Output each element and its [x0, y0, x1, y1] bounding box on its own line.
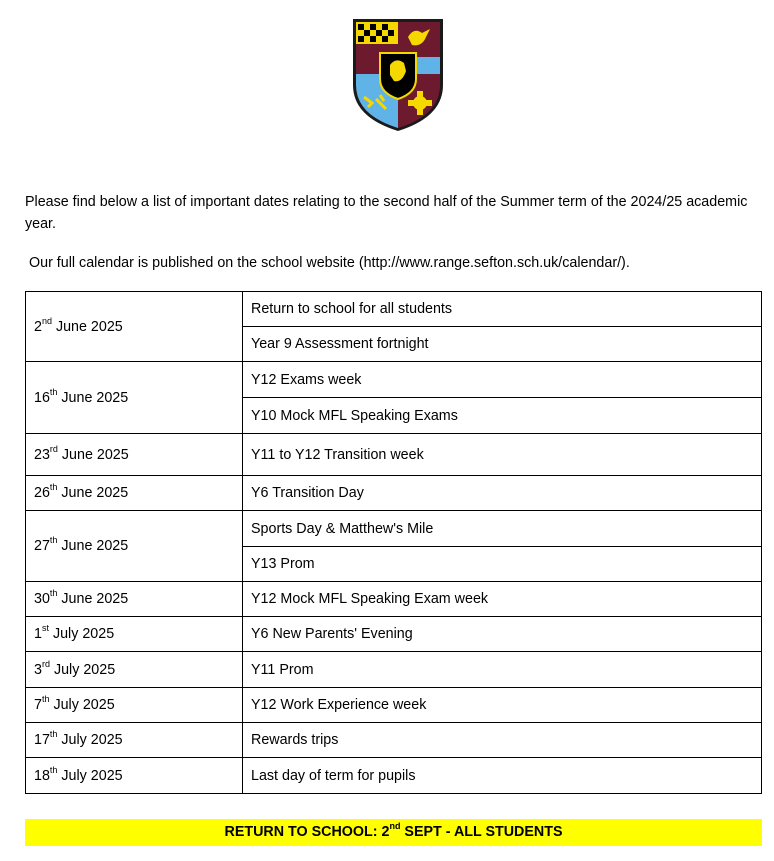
- table-row: [26, 582, 762, 617]
- table-row: [26, 476, 762, 511]
- banner-ordinal-suffix: nd: [389, 821, 401, 832]
- ordinal-suffix: th: [49, 764, 58, 775]
- banner-prefix: RETURN TO SCHOOL: 2: [224, 824, 390, 840]
- event-cell: Y12 Work Experience week: [243, 688, 762, 723]
- table-row: [26, 723, 762, 758]
- table-row: [26, 617, 762, 652]
- date-cell: [26, 582, 243, 617]
- month-year: June 2025: [57, 446, 129, 463]
- table-row: [26, 688, 762, 723]
- date-cell: [26, 476, 243, 511]
- day-number: 7: [34, 697, 42, 713]
- date-cell: [26, 511, 243, 582]
- date-cell: [26, 758, 243, 794]
- ordinal-suffix: th: [49, 729, 58, 740]
- dates-table: [25, 291, 762, 794]
- day-number: 17: [34, 732, 50, 748]
- event-cell: Sports Day & Matthew's Mile: [243, 511, 762, 547]
- ordinal-suffix: th: [41, 694, 50, 705]
- ordinal-suffix: rd: [49, 443, 58, 454]
- event-cell: Y11 Prom: [243, 652, 762, 688]
- event-cell: Y10 Mock MFL Speaking Exams: [243, 398, 762, 434]
- day-number: 30: [34, 591, 50, 607]
- event-cell: Y12 Exams week: [243, 362, 762, 398]
- day-number: 3: [34, 661, 42, 678]
- table-row: [26, 434, 762, 476]
- event-cell: Y11 to Y12 Transition week: [243, 434, 762, 476]
- event-cell: Year 9 Assessment fortnight: [243, 327, 762, 362]
- day-number: 18: [34, 767, 50, 784]
- date-cell: [26, 434, 243, 476]
- month-year: June 2025: [57, 389, 129, 406]
- event-cell: Y6 Transition Day: [243, 476, 762, 511]
- date-cell: [26, 292, 243, 362]
- month-year: July 2025: [49, 661, 116, 678]
- date-cell: [26, 688, 243, 723]
- ordinal-suffix: th: [49, 386, 58, 397]
- day-number: 23: [34, 446, 50, 463]
- event-cell: Return to school for all students: [243, 292, 762, 327]
- date-cell: [26, 362, 243, 434]
- date-cell: [26, 723, 243, 758]
- date-cell: [26, 617, 243, 652]
- ordinal-suffix: nd: [41, 315, 52, 326]
- intro-text: Please find below a list of important dates relating to the second half of the Summer term of the 2024/25 academic year.: [25, 194, 748, 232]
- month-year: June 2025: [57, 591, 129, 607]
- ordinal-suffix: th: [49, 535, 58, 546]
- month-year: July 2025: [48, 626, 115, 642]
- banner-rest: SEPT - ALL STUDENTS: [400, 824, 563, 840]
- event-cell: Last day of term for pupils: [243, 758, 762, 794]
- day-number: 26: [34, 485, 50, 501]
- calendar-note: Our full calendar is published on the school website (http://www.range.sefton.sch.uk/calendar/).: [29, 255, 630, 271]
- ordinal-suffix: st: [41, 623, 49, 634]
- table-row: [26, 758, 762, 794]
- date-cell: [26, 652, 243, 688]
- month-year: June 2025: [51, 318, 123, 335]
- event-cell: Y13 Prom: [243, 547, 762, 582]
- month-year: June 2025: [57, 538, 129, 554]
- ordinal-suffix: th: [49, 482, 58, 493]
- table-row: [26, 292, 762, 327]
- event-cell: Rewards trips: [243, 723, 762, 758]
- month-year: July 2025: [57, 767, 123, 784]
- return-to-school-banner: [25, 819, 762, 846]
- ordinal-suffix: th: [49, 588, 58, 599]
- day-number: 2: [34, 318, 42, 335]
- event-cell: Y12 Mock MFL Speaking Exam week: [243, 582, 762, 617]
- day-number: 1: [34, 626, 42, 642]
- ordinal-suffix: rd: [41, 658, 50, 669]
- month-year: July 2025: [49, 697, 115, 713]
- table-row: [26, 362, 762, 398]
- month-year: July 2025: [57, 732, 123, 748]
- month-year: June 2025: [57, 485, 129, 501]
- day-number: 27: [34, 538, 50, 554]
- school-crest-icon: [350, 17, 446, 133]
- day-number: 16: [34, 389, 50, 406]
- table-row: [26, 652, 762, 688]
- event-cell: Y6 New Parents' Evening: [243, 617, 762, 652]
- table-row: [26, 511, 762, 547]
